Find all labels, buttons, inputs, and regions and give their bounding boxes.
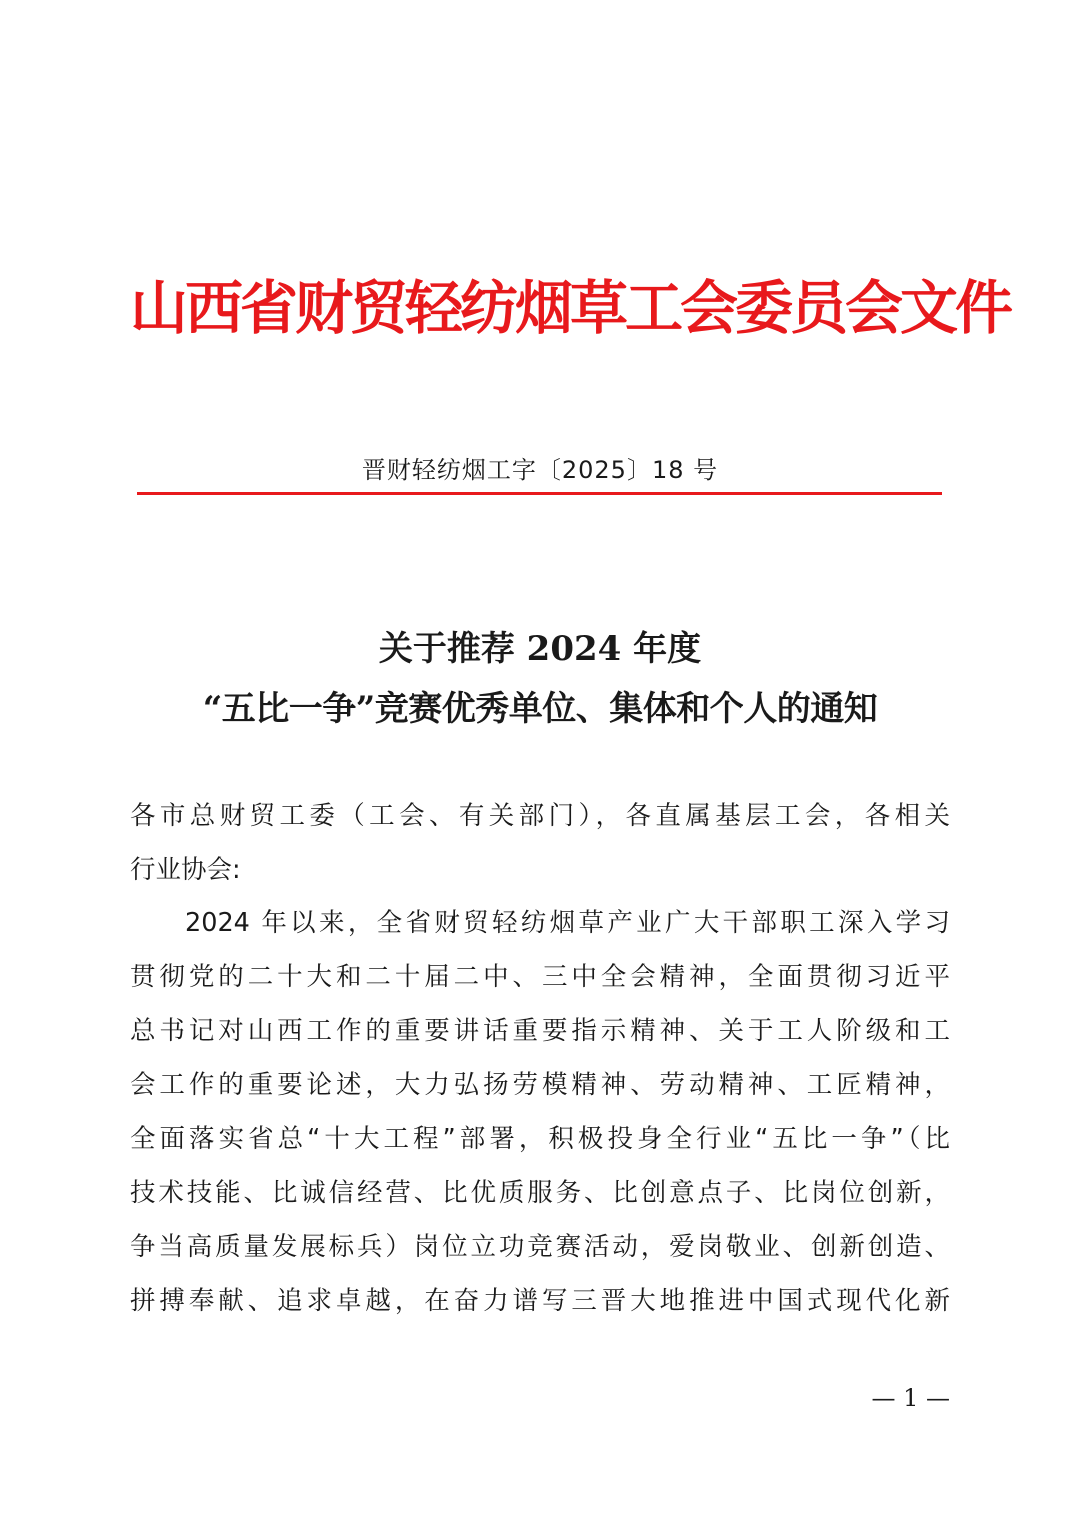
body-text-line: 全面落实省总“十大工程”部署，积极投身全行业“五比一争”（比	[130, 1124, 950, 1154]
body-text-line: 技术技能、比诚信经营、比优质服务、比创意点子、比岗位创新，	[130, 1178, 950, 1208]
notice-title-line-2: “五比一争”竞赛优秀单位、集体和个人的通知	[202, 689, 878, 729]
body-text-line: 2024 年以来，全省财贸轻纺烟草产业广大干部职工深入学习	[185, 908, 950, 938]
body-text-line: 争当高质量发展标兵）岗位立功竞赛活动，爱岗敬业、创新创造、	[130, 1232, 950, 1262]
red-divider-rule	[137, 492, 942, 495]
body-text-line: 贯彻党的二十大和二十届二中、三中全会精神，全面贯彻习近平	[130, 962, 950, 992]
body-text-line: 拼搏奉献、追求卓越，在奋力谱写三晋大地推进中国式现代化新	[130, 1286, 950, 1316]
page-number: — 1 —	[871, 1384, 950, 1412]
salutation-line: 各市总财贸工委（工会、有关部门），各直属基层工会，各相关	[130, 801, 950, 831]
body-text-line: 会工作的重要论述，大力弘扬劳模精神、劳动精神、工匠精神，	[130, 1070, 950, 1100]
notice-title-line-1: 关于推荐 2024 年度	[378, 629, 702, 669]
document-masthead: 山西省财贸轻纺烟草工会委员会文件	[130, 274, 1011, 342]
salutation-line: 行业协会:	[130, 855, 241, 885]
document-number: 晋财轻纺烟工字〔2025〕18 号	[361, 456, 719, 484]
body-text-line: 总书记对山西工作的重要讲话重要指示精神、关于工人阶级和工	[130, 1016, 950, 1046]
